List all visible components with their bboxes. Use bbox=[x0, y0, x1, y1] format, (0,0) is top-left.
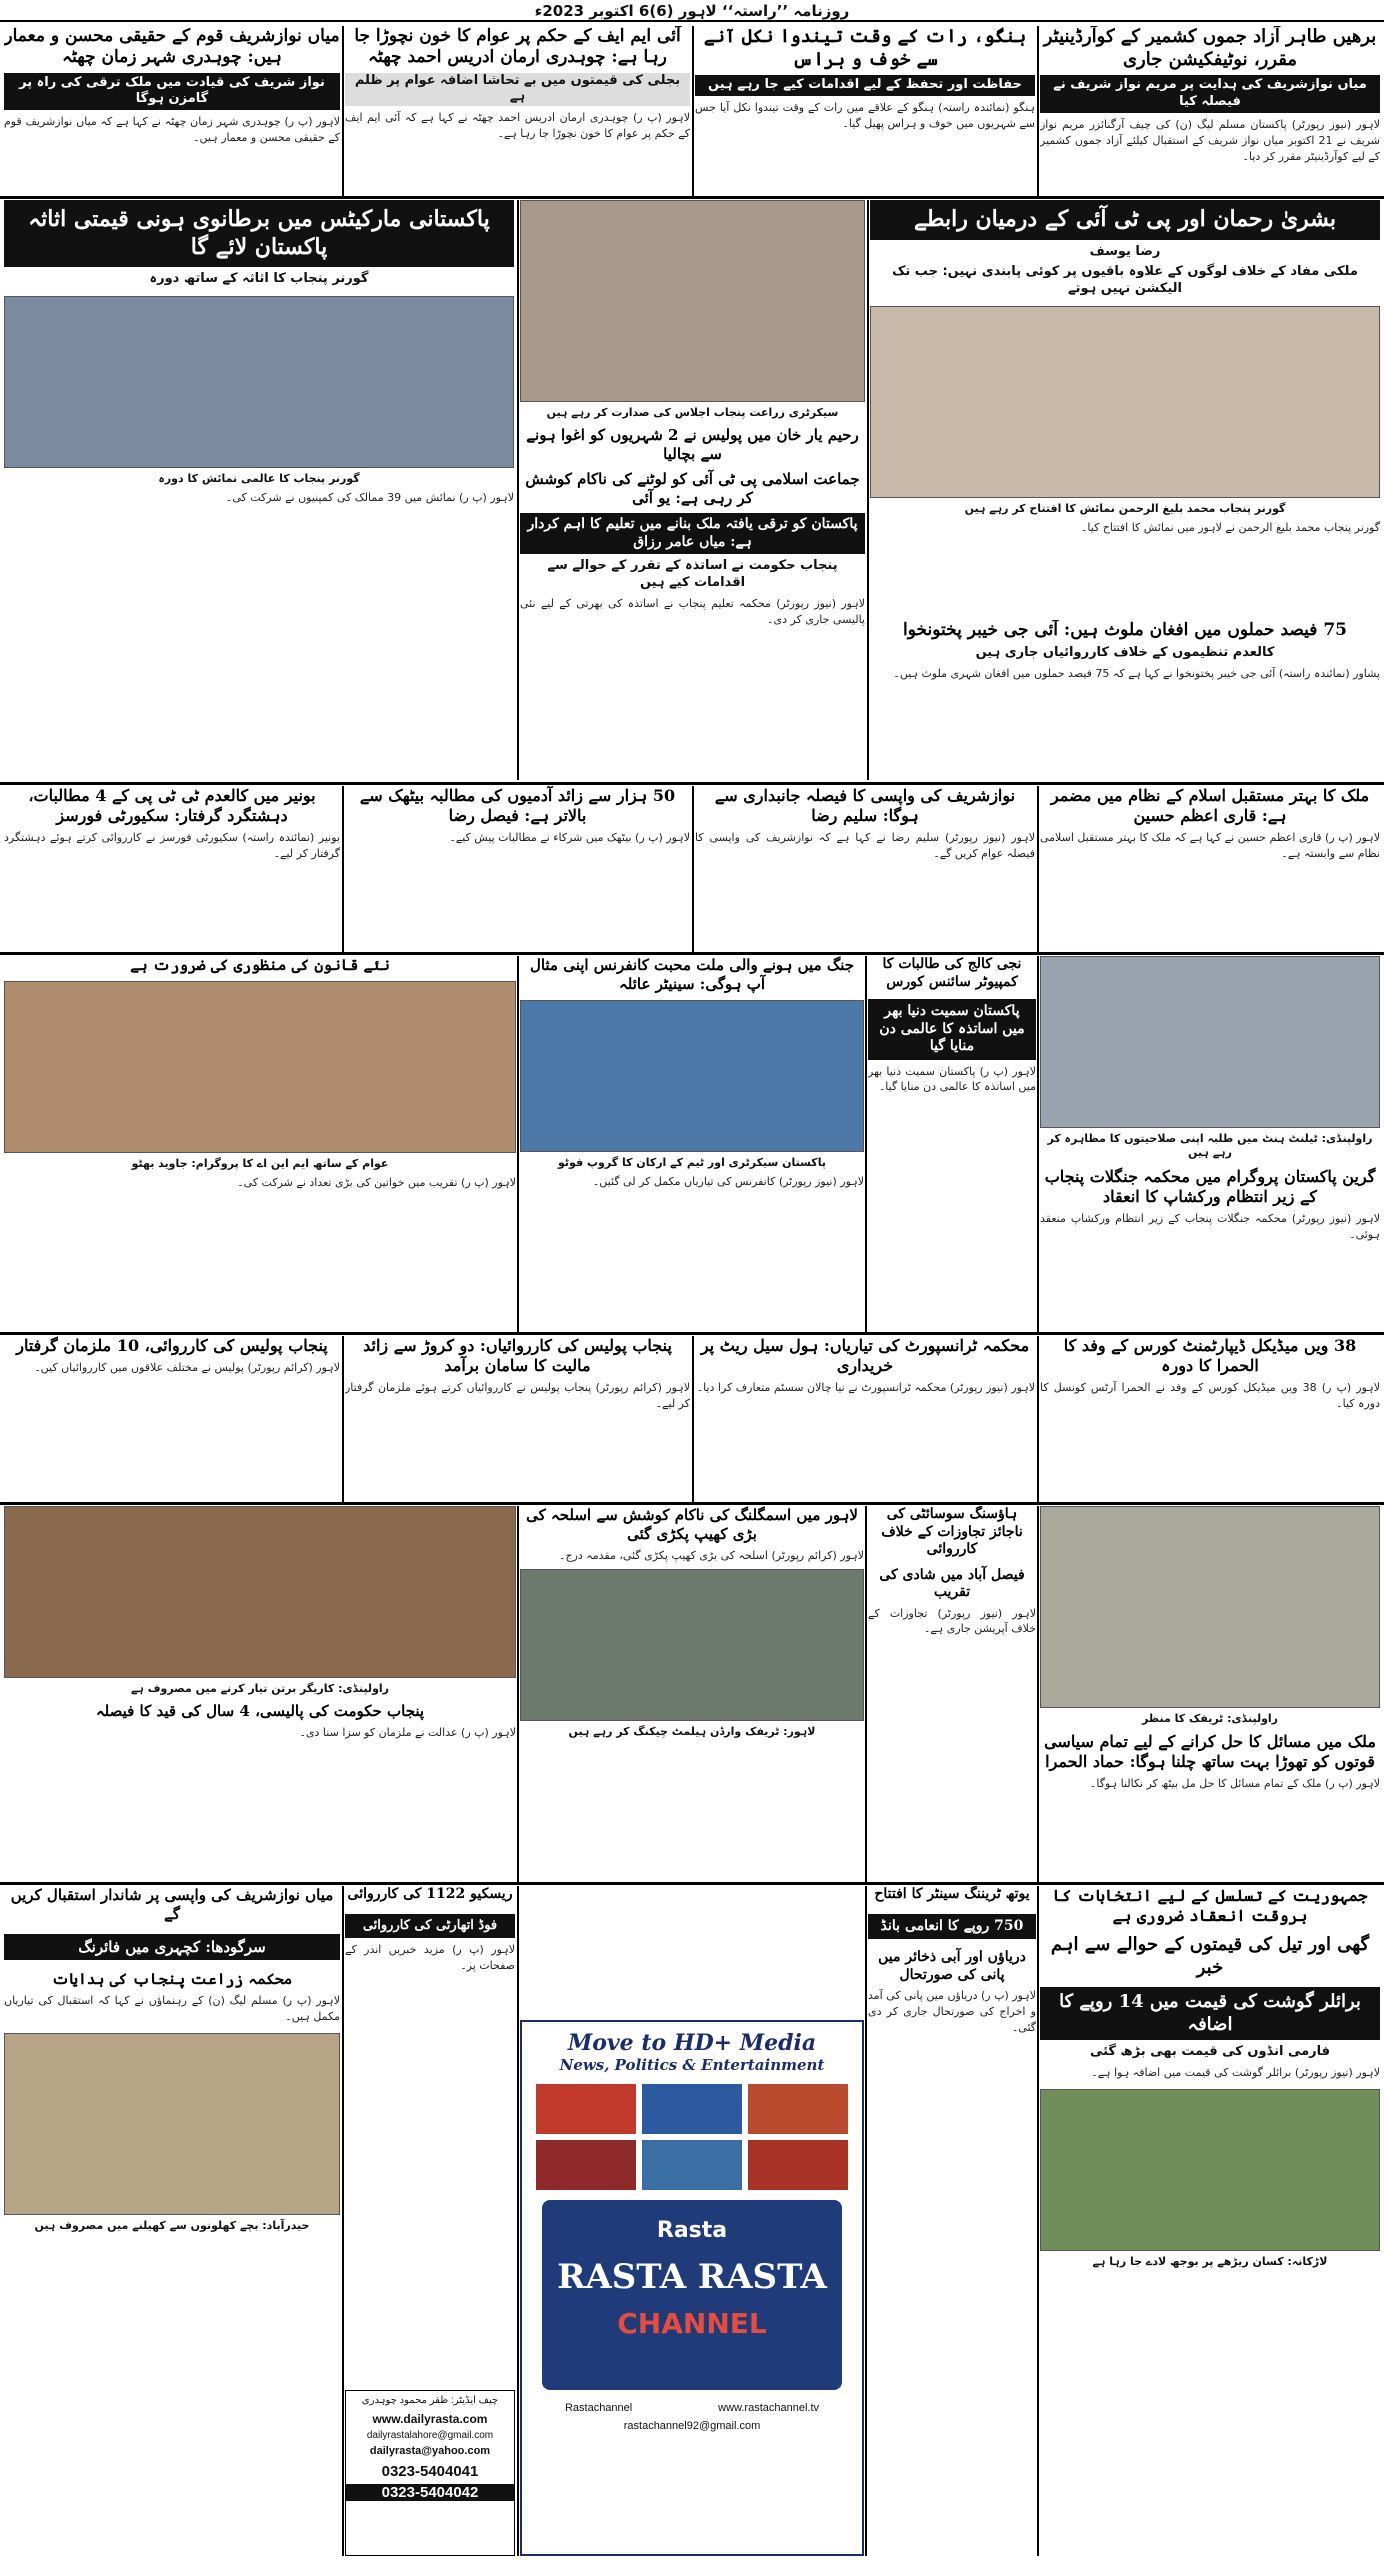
headline: محکمہ زراعت پنجاب کی ہدایات bbox=[51, 1970, 293, 1989]
photo bbox=[1040, 956, 1380, 1128]
headline: ریسکیو 1122 کی کارروائی bbox=[347, 1886, 513, 1902]
story-r4c3 bbox=[520, 956, 864, 1326]
body: لاہور (نیوز رپورٹر) محکمہ تعلیم پنجاب نے اساتذہ کی بھرتی کے لیے نئی پالیسی جاری کر دی۔ bbox=[520, 597, 865, 627]
rule bbox=[865, 1886, 867, 2556]
story-r4c4 bbox=[4, 956, 516, 1326]
rule bbox=[0, 1502, 1384, 1505]
body: لاہور (نیوز رپورٹر) سلیم رضا نے کہا ہے کہ نوازشریف کی واپسی کا فیصلہ عوام کریں گے۔ bbox=[695, 831, 1035, 860]
contact-box bbox=[345, 2390, 515, 2556]
story-r5c2 bbox=[695, 1336, 1035, 1496]
rule bbox=[517, 200, 519, 780]
headline: آئی ایم ایف کے حکم پر عوام کا خون نچوڑا جا رہا ہے: چوہدری ارمان ادریس احمد چھٹہ bbox=[354, 26, 681, 68]
body: لاہور (کرائم رپورٹر) اسلحہ کی بڑی کھیپ پکڑی گئی، مقدمہ درج۔ bbox=[559, 1548, 864, 1562]
ad-title: Move to HD+ Media bbox=[567, 2030, 817, 2056]
thumbnail bbox=[642, 2140, 742, 2190]
subheadline: حفاظت اور تحفظ کے لیے اقدامات کیے جا رہے ہیں bbox=[695, 75, 1035, 96]
logo-channel: CHANNEL bbox=[617, 2307, 767, 2340]
photo bbox=[4, 296, 514, 468]
body: لاہور (نیوز رپورٹر) محکمہ جنگلات پنجاب کے زیر انتظام ورکشاپ منعقد ہوئی۔ bbox=[1040, 1211, 1380, 1241]
subheadline: پنجاب حکومت نے اساتذہ کے تقرر کے حوالے سے اقدامات کیے ہیں bbox=[547, 558, 838, 591]
ad-subtitle: News, Politics & Entertainment bbox=[559, 2056, 825, 2074]
rule bbox=[692, 786, 694, 952]
headline: پاکستان کو ترقی یافتہ ملک بنانے میں تعلیم کا اہم کردار ہے: میاں عامر رزاق bbox=[520, 513, 865, 554]
photo-caption: عوام کے ساتھ ایم این اے کا پروگرام: جاوید بھٹو bbox=[131, 1156, 389, 1170]
website[interactable]: www.dailyrasta.com bbox=[372, 2412, 488, 2426]
phone[interactable]: 0323-5404041 bbox=[381, 2463, 479, 2480]
photo-caption: لاہور: ٹریفک وارڈن ہیلمٹ چیکنگ کر رہے ہیں bbox=[568, 1725, 816, 1739]
headline: یوتھ ٹریننگ سینٹر کا افتتاح bbox=[874, 1886, 1030, 1902]
rule bbox=[342, 786, 344, 952]
photo-caption: گورنر پنجاب کا عالمی نمائش کا دورہ bbox=[158, 471, 360, 485]
body: لاہور (نیوز رپورٹر) برائلر گوشت کی قیمت میں اضافہ ہوا ہے۔ bbox=[1091, 2065, 1380, 2079]
photo-caption: راولپنڈی: کاریگر برتن تیار کرنے میں مصروف ہے bbox=[130, 1682, 390, 1695]
story-r1c2 bbox=[695, 26, 1035, 196]
subheadline: میاں نوازشریف کی ہدایت پر مریم نواز شریف نے فیصلہ کیا bbox=[1040, 75, 1380, 113]
headline: گھی اور تیل کی قیمتوں کے حوالے سے اہم خبر bbox=[1050, 1934, 1370, 1978]
rasta-logo bbox=[542, 2200, 842, 2390]
headline: برائلر گوشت کی قیمت میں 14 روپے کا اضافہ bbox=[1040, 1987, 1380, 2040]
photo bbox=[520, 1000, 864, 1152]
ad-thumbnails bbox=[532, 2084, 852, 2190]
story-r3c2 bbox=[695, 786, 1035, 946]
rule bbox=[517, 956, 519, 1332]
body: لاہور (پ ر) تقریب میں خواتین کی بڑی تعداد نے شرکت کی۔ bbox=[237, 1176, 516, 1190]
story-r6c4 bbox=[4, 1506, 516, 1876]
headline: فوڈ اتھارٹی کی کارروائی bbox=[345, 1914, 515, 1938]
logo-brand: Rasta bbox=[656, 2218, 728, 2243]
story-r3c1 bbox=[1040, 786, 1380, 946]
subheadline: بجلی کی قیمتوں میں بے تحاشا اضافہ عوام پر ظلم ہے bbox=[345, 73, 690, 107]
thumbnail bbox=[642, 2084, 742, 2134]
headline: جماعت اسلامی پی ٹی آئی کو لوٹنے کی ناکام کوشش کر رہی ہے: یو آئی bbox=[525, 469, 860, 507]
rule bbox=[0, 196, 1384, 199]
subheadline: نواز شریف کی قیادت میں ملک ترقی کی راہ پر گامزن ہوگا bbox=[4, 73, 340, 111]
body: لاہور (پ ر) مزید خبریں اندر کے صفحات پر۔ bbox=[345, 1942, 515, 1972]
headline: ملک میں مسائل کا حل کرانے کے لیے تمام سیاسی قوتوں کو تھوڑا بہت ساتھ چلنا ہوگا: حماد الحمرا bbox=[1044, 1732, 1376, 1772]
headline: 50 ہزار سے زائد آدمیوں کی مطالبہ بیٹھک سے بالاتر ہے: فیصل رضا bbox=[359, 786, 676, 825]
headline: میاں نوازشریف کی واپسی پر شاندار استقبال کریں گے bbox=[10, 1886, 334, 1923]
headline: پنجاب پولیس کی کارروائی، 10 ملزمان گرفتار bbox=[16, 1336, 328, 1355]
photo bbox=[520, 200, 865, 402]
body: بونیر (نمائندہ راستہ) سکیورٹی فورسز نے کارروائی کرتے ہوئے دہشتگرد گرفتار کر لیے۔ bbox=[4, 831, 340, 860]
body: لاہور (کرائم رپورٹر) پنجاب پولیس نے کارروائیاں کرتے ہوئے ملزمان گرفتار کر لیے۔ bbox=[345, 1381, 690, 1410]
headline: محکمہ ٹرانسپورٹ کی تیاریاں: ہول سیل ریٹ پر خریداری bbox=[700, 1336, 1030, 1375]
story-r2c2 bbox=[520, 200, 865, 780]
headline: سرگودھا: کچہری میں فائرنگ bbox=[4, 1934, 340, 1961]
body: لاہور (نیوز رپورٹر) پاکستان مسلم لیگ (ن) کی چیف آرگنائزر مریم نواز شریف نے 21 اکتوبر میاں نواز شریف کے استقبال کیلئے آزاد جموں کشمیر کے لیے کوآرڈینیٹر مقرر کر دیا۔ bbox=[1040, 117, 1380, 163]
rule bbox=[0, 782, 1384, 785]
rule bbox=[342, 1886, 344, 2556]
facebook-link[interactable]: Rastachannel bbox=[564, 2402, 633, 2414]
story-r4c2 bbox=[868, 956, 1036, 1326]
photo bbox=[4, 2033, 340, 2215]
phone[interactable]: 0323-5404042 bbox=[346, 2484, 514, 2501]
headline: بونیر میں کالعدم ٹی ٹی پی کے 4 مطالبات، دہشتگرد گرفتار: سکیورٹی فورسز bbox=[28, 786, 316, 825]
editor-line: چیف ایڈیٹر: ظفر محمود چوہدری bbox=[361, 2395, 499, 2406]
body: ہنگو (نمائندہ راستہ) ہنگو کے علاقے میں رات کے وقت تیندوا نکل آیا جس سے شہریوں میں خوف و ہراس پھیل گیا۔ bbox=[695, 100, 1035, 130]
headline: ملک کا بہتر مستقبل اسلام کے نظام میں مضمر ہے: قاری اعظم حسین bbox=[1050, 786, 1370, 825]
rule bbox=[692, 1336, 694, 1502]
headline: پنجاب پولیس کی کارروائیاں: دو کروڑ سے زائد مالیت کا سامان برآمد bbox=[363, 1336, 672, 1375]
email-link[interactable]: rastachannel92@gmail.com bbox=[623, 2420, 761, 2432]
body: لاہور (پ ر) 38 ویں میڈیکل کورس کے وفد نے الحمرا آرٹس کونسل کا دورہ کیا۔ bbox=[1040, 1381, 1380, 1410]
story-r5c4 bbox=[4, 1336, 340, 1496]
photo-caption: راولپنڈی: ٹیلنٹ ہنٹ میں طلبہ اپنی صلاحیتوں کا مظاہرہ کر رہے ہیں bbox=[1047, 1132, 1373, 1160]
ad-contacts bbox=[522, 2402, 862, 2414]
headline: نجی کالج کی طالبات کا کمپیوٹر سائنس کورس bbox=[882, 956, 1022, 990]
headline: جمہوریت کے تسلسل کے لیے انتخابات کا بروقت انعقاد ضروری ہے bbox=[1052, 1886, 1368, 1925]
rule bbox=[517, 1886, 519, 2556]
story-r3c4 bbox=[4, 786, 340, 946]
rule bbox=[1037, 956, 1039, 1332]
email[interactable]: dailyrastalahore@gmail.com bbox=[366, 2430, 494, 2441]
thumbnail bbox=[536, 2084, 636, 2134]
photo bbox=[870, 306, 1380, 498]
body: لاہور (پ ر) دریاؤں میں پانی کی آمد و اخراج کی صورتحال جاری کر دی گئی۔ bbox=[868, 1989, 1036, 2034]
rule bbox=[865, 1506, 867, 1882]
story-r7c4 bbox=[4, 1886, 340, 2556]
body: لاہور (پ ر) پاکستان سمیت دنیا بھر میں اساتذہ کا عالمی دن منایا گیا۔ bbox=[868, 1064, 1036, 1094]
photo-caption: گورنر پنجاب محمد بلیغ الرحمن نمائش کا افتتاح کر رہے ہیں bbox=[964, 502, 1286, 516]
body: لاہور (نیوز رپورٹر) تجاوزات کے خلاف آپریشن جاری ہے۔ bbox=[868, 1606, 1036, 1636]
subheadline: فارمی انڈوں کی قیمت بھی بڑھ گئی bbox=[1089, 2044, 1331, 2059]
logo-text: RASTA RASTA bbox=[557, 2257, 827, 2297]
body: لاہور (پ ر) چوہدری شہر زمان چھٹہ نے کہا ہے کہ میاں نوازشریف قوم کے حقیقی محسن و معمار ہیں۔ bbox=[4, 115, 340, 145]
headline: رحیم یار خان میں پولیس نے 2 شہریوں کو اغوا ہونے سے بچالیا bbox=[526, 426, 859, 464]
story-r2c3 bbox=[4, 200, 514, 780]
subheadline: کالعدم تنظیموں کے خلاف کارروائیاں جاری ہیں bbox=[975, 645, 1275, 661]
headline: گرین پاکستان پروگرام میں محکمہ جنگلات پنجاب کے زیر انتظام ورکشاپ کا انعقاد bbox=[1044, 1166, 1376, 1206]
body: لاہور (پ ر) عدالت نے ملزمان کو سزا سنا دی۔ bbox=[299, 1726, 516, 1740]
story-r1c3 bbox=[345, 26, 690, 196]
body: پشاور (نمائندہ راستہ) آئی جی خیبر پختونخوا نے کہا ہے کہ 75 فیصد حملوں میں افغان شہری ملوث ہیں۔ bbox=[893, 667, 1380, 681]
story-r5c1 bbox=[1040, 1336, 1380, 1496]
photo-caption: حیدرآباد: بچے کھلونوں سے کھیلنے میں مصروف ہیں bbox=[34, 2218, 310, 2232]
headline: برھیں طاہر آزاد جموں کشمیر کے کوآرڈینیٹر مقرر، نوٹیفکیشن جاری bbox=[1043, 26, 1377, 70]
body: لاہور (پ ر) قاری اعظم حسین نے کہا ہے کہ ملک کا بہتر مستقبل اسلامی نظام سے وابستہ ہے۔ bbox=[1040, 831, 1380, 860]
story-r6c2 bbox=[868, 1506, 1036, 1876]
headline: لاہور میں اسمگلنگ کی ناکام کوشش سے اسلحہ کی بڑی کھیپ پکڑی گئی bbox=[526, 1506, 858, 1543]
website-link[interactable]: www.rastachannel.tv bbox=[718, 2402, 820, 2414]
body: لاہور (نیوز رپورٹر) کانفرنس کی تیاریاں مکمل کر لی گئیں۔ bbox=[592, 1174, 864, 1188]
rule bbox=[342, 1336, 344, 1502]
headline: پاکستانی مارکیٹس میں برطانوی ہونی قیمتی اثاثہ پاکستان لائے گا bbox=[4, 200, 514, 267]
rule bbox=[1037, 1506, 1039, 1882]
photo-caption: راولپنڈی: ٹریفک کا منظر bbox=[1141, 1712, 1279, 1725]
story-r7c1 bbox=[1040, 1886, 1380, 2556]
photo bbox=[4, 981, 516, 1153]
thumbnail bbox=[748, 2140, 848, 2190]
rule bbox=[0, 1332, 1384, 1335]
rule bbox=[517, 1506, 519, 1882]
rule bbox=[342, 26, 344, 196]
headline: ہاؤسنگ سوسائٹی کی ناجائز تجاوزات کے خلاف کارروائی bbox=[881, 1506, 1023, 1557]
byline: رضا یوسف bbox=[1089, 243, 1161, 259]
photo-caption: لاڑکانہ: کسان ریڑھے پر بوجھ لادے جا رہا ہے bbox=[1092, 2254, 1328, 2268]
headline: میاں نوازشریف قوم کے حقیقی محسن و معمار ہیں: چوہدری شہر زمان چھٹہ bbox=[4, 26, 340, 68]
rule bbox=[0, 1882, 1384, 1885]
story-r6c3 bbox=[520, 1506, 864, 1876]
masthead: روزنامہ ’’راستہ‘‘ لاہور (6)6 اکتوبر 2023ء bbox=[0, 0, 1384, 22]
email[interactable]: dailyrasta@yahoo.com bbox=[369, 2445, 491, 2457]
photo bbox=[1040, 1506, 1380, 1708]
body: لاہور (کرائم رپورٹر) پولیس نے مختلف علاقوں میں کارروائیاں کیں۔ bbox=[34, 1361, 340, 1374]
rasta-channel-ad bbox=[520, 2020, 864, 2556]
body: لاہور (پ ر) چوہدری ارمان ادریس احمد چھٹہ نے کہا ہے کہ آئی ایم ایف کے حکم پر عوام کا خون نچوڑا جا رہا ہے۔ bbox=[345, 111, 690, 141]
thumbnail bbox=[536, 2140, 636, 2190]
headline: دریاؤں اور آبی ذخائر میں پانی کی صورتحال bbox=[878, 1949, 1026, 1983]
headline: بشریٰ رحمان اور پی ٹی آئی کے درمیان رابطے bbox=[870, 200, 1380, 240]
headline: پاکستان سمیت دنیا بھر میں اساتذہ کا عالمی دن منایا گیا bbox=[868, 999, 1036, 1060]
photo-caption: پاکستان سیکرٹری اور ٹیم کے ارکان کا گروپ فوٹو bbox=[558, 1155, 826, 1169]
rule bbox=[865, 956, 867, 1332]
body: لاہور (پ ر) نمائش میں 39 ممالک کی کمپنیوں نے شرکت کی۔ bbox=[225, 491, 514, 505]
story-r4c1 bbox=[1040, 956, 1380, 1326]
body: لاہور (پ ر) بیٹھک میں شرکاء نے مطالبات پیش کیے۔ bbox=[449, 831, 690, 844]
headline: نوازشریف کی واپسی کا فیصلہ جانبداری سے ہوگا: سلیم رضا bbox=[714, 786, 1016, 825]
photo bbox=[4, 1506, 516, 1678]
rule bbox=[1037, 26, 1039, 196]
body: لاہور (پ ر) مسلم لیگ (ن) کے رہنماؤں نے کہا کہ استقبال کی تیاریاں مکمل ہیں۔ bbox=[4, 1994, 340, 2023]
headline: جنگ میں ہونے والی ملت محبت کانفرنس اپنی مثال آپ ہوگی: سینیٹر عائلہ bbox=[529, 956, 855, 993]
thumbnail bbox=[748, 2084, 848, 2134]
headline: پنجاب حکومت کی پالیسی، 4 سال کی قید کا فیصلہ bbox=[95, 1702, 425, 1721]
headline: فیصل آباد میں شادی کی تقریب bbox=[879, 1566, 1025, 1600]
story-r7c2 bbox=[868, 1886, 1036, 2556]
subheadline: ملکی مفاد کے خلاف لوگوں کے علاوہ باقیوں پر کوئی پابندی نہیں: جب تک الیکشن نہیں ہوتے bbox=[892, 264, 1358, 297]
rule bbox=[1037, 1336, 1039, 1502]
body: لاہور (نیوز رپورٹر) محکمہ ٹرانسپورٹ نے نیا چالان سسٹم متعارف کرا دیا۔ bbox=[696, 1381, 1035, 1394]
subheadline: گورنر پنجاب کا اثاثہ کے ساتھ دورہ bbox=[149, 271, 369, 286]
photo-caption: سیکرٹری زراعت پنجاب اجلاس کی صدارت کر رہے ہیں bbox=[546, 406, 839, 419]
photo bbox=[1040, 2089, 1380, 2251]
story-r1c4 bbox=[4, 26, 340, 196]
headline: نئے قانون کی منظوری کی ضرورت ہے bbox=[130, 956, 390, 974]
body: لاہور (پ ر) ملک کے تمام مسائل کا حل مل بیٹھ کر نکالنا ہوگا۔ bbox=[1089, 1777, 1380, 1791]
body: گورنر پنجاب محمد بلیغ الرحمن نے لاہور میں نمائش کا افتتاح کیا۔ bbox=[1080, 521, 1380, 535]
story-r1c1 bbox=[1040, 26, 1380, 196]
story-r3c3 bbox=[345, 786, 690, 946]
story-r6c1 bbox=[1040, 1506, 1380, 1876]
headline: 75 فیصد حملوں میں افغان ملوث ہیں: آئی جی خیبر پختونخوا bbox=[902, 620, 1347, 640]
rule bbox=[692, 26, 694, 196]
rule bbox=[867, 200, 869, 780]
story-r2c4 bbox=[870, 620, 1380, 780]
headline: ہنگو، رات کے وقت تیندوا نکل آنے سے خوف و ہراس bbox=[703, 26, 1027, 70]
story-r5c3 bbox=[345, 1336, 690, 1496]
rule bbox=[1037, 786, 1039, 952]
photo bbox=[520, 1569, 864, 1721]
rule bbox=[1037, 1886, 1039, 2556]
headline: 750 روپے کا انعامی بانڈ bbox=[868, 1914, 1036, 1940]
rule bbox=[0, 952, 1384, 955]
headline: 38 ویں میڈیکل ڈیپارٹمنٹ کورس کے وفد کا الحمرا کا دورہ bbox=[1063, 1336, 1357, 1375]
